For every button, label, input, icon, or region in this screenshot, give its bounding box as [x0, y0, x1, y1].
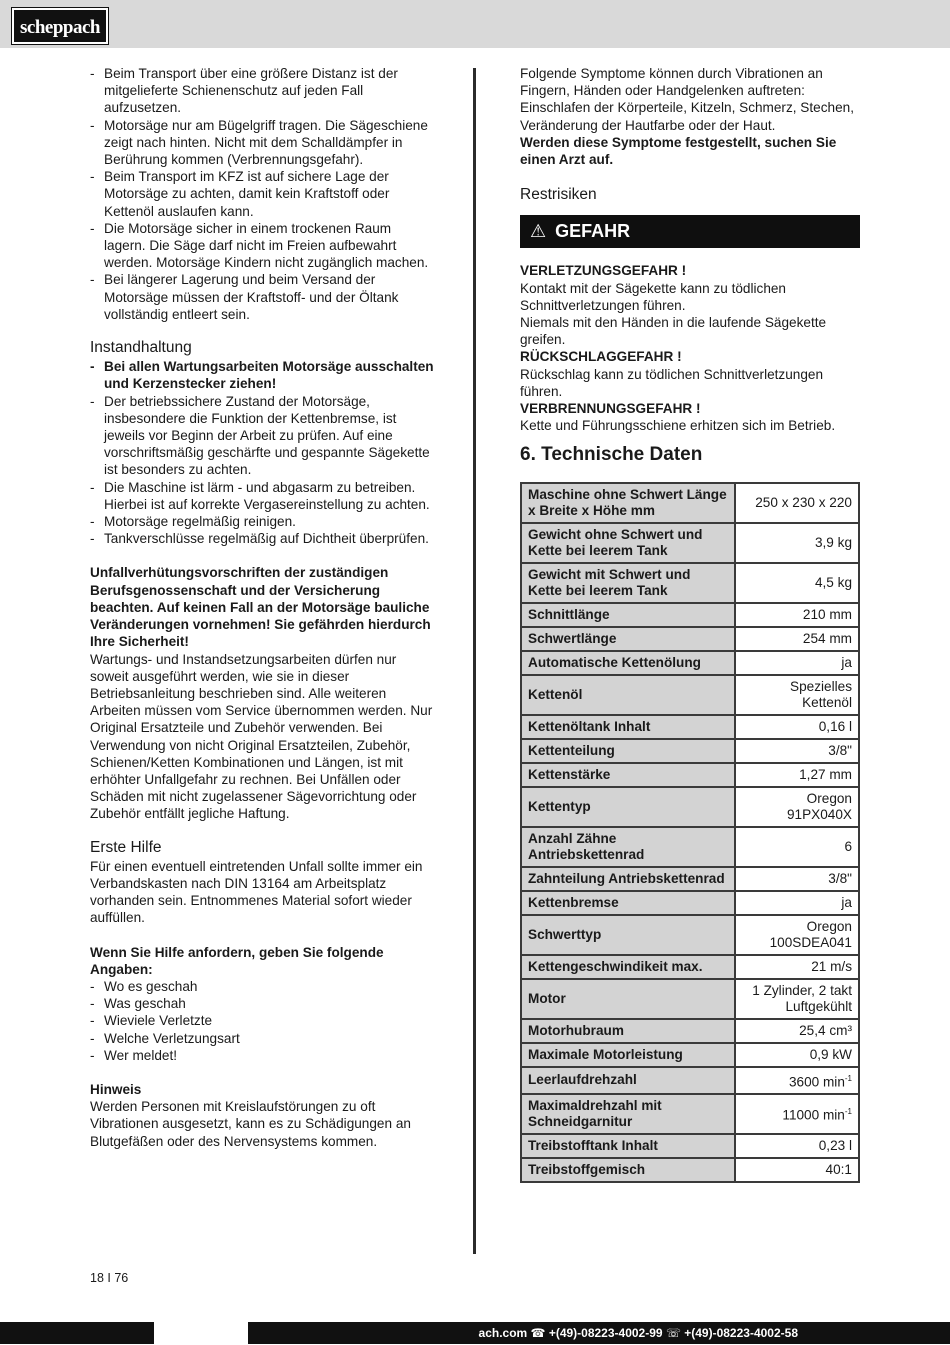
page-header: [0, 0, 950, 48]
table-row: [521, 787, 859, 827]
table-row: [521, 627, 859, 651]
spec-label: Maximale Motorleistung: [521, 1043, 735, 1067]
table-row: [521, 675, 859, 715]
spec-label: Motorhubraum: [521, 1019, 735, 1043]
spec-value: 6: [735, 827, 859, 867]
help-list: [90, 978, 435, 1064]
table-row: [521, 1134, 859, 1158]
page-number: 18 I 76: [90, 1271, 129, 1285]
spec-value: 0,9 kW: [735, 1043, 859, 1067]
first-aid-text: Für einen eventuell eintretenden Unfall sollte immer ein Verbandskasten nach DIN 13164 am Arbeitsplatz vorhanden sein. Entnommenes Material sofort wieder auffüllen.: [90, 858, 423, 926]
risk-title: VERLETZUNGSGEFAHR !: [520, 263, 687, 279]
table-row: [521, 915, 859, 955]
table-row: [521, 603, 859, 627]
list-item: - Was geschah: [90, 995, 435, 1012]
spec-value: 250 x 230 x 220: [735, 483, 859, 523]
transport-list: [90, 65, 435, 323]
risk-text: Niemals mit den Händen in die laufende Sägekette greifen.: [520, 315, 827, 348]
list-item: - Wo es geschah: [90, 978, 435, 995]
spec-label: Kettengeschwindikeit max.: [521, 955, 735, 979]
spec-label: Kettentyp: [521, 787, 735, 827]
symptoms-text: Folgende Symptome können durch Vibrationen an Fingern, Händen oder Handgelenken auftreten: Einschlafen der Körperteile, Kitzeln, Schmerz, Stechen, Veränderung der Hautfarbe oder der Haut.: [520, 66, 854, 133]
list-item: - Wieviele Verletzte: [90, 1012, 435, 1029]
spec-label: Kettenteilung: [521, 739, 735, 763]
table-row: [521, 827, 859, 867]
spec-label: Schwerttyp: [521, 915, 735, 955]
spec-label: Motor: [521, 979, 735, 1019]
list-item: - Tankverschlüsse regelmäßig auf Dichtheit überprüfen.: [90, 530, 435, 547]
spec-label: Zahnteilung Antriebskettenrad: [521, 867, 735, 891]
spec-label: Maschine ohne Schwert Länge x Breite x Höhe mm: [521, 483, 735, 523]
risk-text: Rückschlag kann zu tödlichen Schnittverletzungen führen.: [520, 366, 824, 399]
table-row: [521, 1094, 859, 1134]
spec-label: Automatische Kettenölung: [521, 651, 735, 675]
list-item: - Wer meldet!: [90, 1047, 435, 1064]
spec-label: Schwertlänge: [521, 627, 735, 651]
spec-label: Kettenbremse: [521, 891, 735, 915]
list-item: - Die Maschine ist lärm - und abgasarm zu betreiben. Hierbei ist auf korrekte Vergasereinstellung zu achten.: [90, 479, 435, 513]
spec-value: 25,4 cm³: [735, 1019, 859, 1043]
risk-title: RÜCKSCHLAGGEFAHR !: [520, 349, 682, 365]
tech-data-heading: 6. Technische Daten: [520, 444, 703, 466]
spec-value: 21 m/s: [735, 955, 859, 979]
table-row: [521, 1043, 859, 1067]
spec-label: Gewicht mit Schwert und Kette bei leerem Tank: [521, 563, 735, 603]
danger-label: GEFAHR: [555, 221, 631, 242]
table-row: [521, 867, 859, 891]
footer-contact: ach.com ☎ +(49)-08223-4002-99 ☏ +(49)-08223-4002-58: [478, 1326, 798, 1340]
note-heading: Hinweis: [90, 1081, 142, 1097]
risk-title: VERBRENNUNGSGEFAHR !: [520, 401, 701, 417]
spec-value: 1,27 mm: [735, 763, 859, 787]
table-row: [521, 1067, 859, 1095]
spec-label: Anzahl Zähne Antriebskettenrad: [521, 827, 735, 867]
table-row: [521, 955, 859, 979]
accident-warning: Unfallverhütungsvorschriften der zuständigen Berufsgenossenschaft und der Versicherung beachten. Auf keinen Fall an der Motorsäge bauliche Veränderungen vornehmen! Sie gefährden hierdurch Ihre Sicherheit!: [90, 565, 431, 650]
accident-text: Wartungs- und Instandsetzungsarbeiten dürfen nur soweit ausgeführt werden, wie sie in dieser Betriebsanleitung beschrieben sind. Alle weiteren Arbeiten müssen vom Service übernommen werden. Nur Original Ersatzteile und Zubehör verwenden. Bei Verwendung von nicht Original Ersatzteilen, Zubehör, Schienen/Ketten Kombinationen und Längen, ist mit erhöhter Unfallgefahr zu rechnen. Bei Unfällen oder Schäden mit nicht zugelassener Sägevorrichtung oder Zubehör entfällt jegliche Haftung.: [90, 651, 433, 822]
table-row: [521, 1158, 859, 1182]
table-row: [521, 563, 859, 603]
spec-value: 0,16 l: [735, 715, 859, 739]
help-heading: Wenn Sie Hilfe anfordern, geben Sie folgende Angaben:: [90, 944, 384, 977]
warning-triangle-icon: ⚠: [530, 221, 547, 242]
danger-banner: [520, 215, 860, 248]
tech-data-table: [520, 482, 860, 1184]
spec-label: Kettenöltank Inhalt: [521, 715, 735, 739]
spec-value: 0,23 l: [735, 1134, 859, 1158]
list-item: - Die Motorsäge sicher in einem trockenen Raum lagern. Die Säge darf nicht im Freien aufbewahrt werden. Motorsäge Kindern nicht zugänglich machen.: [90, 220, 435, 272]
spec-value: Oregon 91PX040X: [735, 787, 859, 827]
table-row: [521, 523, 859, 563]
table-row: [521, 483, 859, 523]
table-row: [521, 891, 859, 915]
spec-value: 11000 $\min^{-1}$: [735, 1094, 859, 1134]
list-item: - Motorsäge nur am Bügelgriff tragen. Die Sägeschiene zeigt nach hinten. Nicht mit dem Schalldämpfer in Berührung kommen (Verbrennungsgefahr).: [90, 117, 435, 169]
spec-value: 3,9 kg: [735, 523, 859, 563]
column-divider: [473, 68, 476, 1254]
maintenance-heading: Instandhaltung: [90, 339, 192, 357]
table-row: [521, 739, 859, 763]
page-footer: [0, 1322, 950, 1344]
brand-logo: scheppach: [12, 8, 108, 44]
spec-label: Treibstofftank Inhalt: [521, 1134, 735, 1158]
spec-value: 40:1: [735, 1158, 859, 1182]
spec-label: Kettenstärke: [521, 763, 735, 787]
list-item: - Bei längerer Lagerung und beim Versand der Motorsäge müssen der Kraftstoff- und der Öltank vollständig entleert sein.: [90, 271, 435, 323]
list-item: - Motorsäge regelmäßig reinigen.: [90, 513, 435, 530]
spec-value: 3/8": [735, 867, 859, 891]
list-item: - Der betriebssichere Zustand der Motorsäge, insbesondere die Funktion der Kettenbremse, ist jeweils vor Beginn der Arbeit zu prüfen. Auf eine vorschriftsmäßig geschärfte und gespannte Sägekette ist besonders zu achten.: [90, 393, 435, 479]
spec-value: Spezielles Kettenöl: [735, 675, 859, 715]
risk-text: Kette und Führungsschiene erhitzen sich im Betrieb.: [520, 418, 836, 434]
spec-value: Oregon 100SDEA041: [735, 915, 859, 955]
maintenance-list: [90, 358, 435, 547]
spec-value: ja: [735, 651, 859, 675]
spec-label: Treibstoffgemisch: [521, 1158, 735, 1182]
spec-label: Maximaldrehzahl mit Schneidgarnitur: [521, 1094, 735, 1134]
spec-value: 4,5 kg: [735, 563, 859, 603]
list-item: - Welche Verletzungsart: [90, 1030, 435, 1047]
note-text: Werden Personen mit Kreislaufstörungen zu oft Vibrationen ausgesetzt, kann es zu Schädigungen an Blutgefäßen oder des Nervensystems kommen.: [90, 1099, 411, 1149]
spec-value: 3600 $\min^{-1}$: [735, 1067, 859, 1095]
list-item: - Beim Transport über eine größere Distanz ist der mitgelieferte Schienenschutz auf jeden Fall aufzusetzen.: [90, 65, 435, 117]
risk-text: Kontakt mit der Sägekette kann zu tödlichen Schnittverletzungen führen.: [520, 280, 786, 313]
symptoms-warning: Werden diese Symptome festgestellt, suchen Sie einen Arzt auf.: [520, 134, 837, 168]
spec-value: 254 mm: [735, 627, 859, 651]
spec-label: Schnittlänge: [521, 603, 735, 627]
list-item: - Bei allen Wartungsarbeiten Motorsäge ausschalten und Kerzenstecker ziehen!: [90, 358, 435, 392]
right-column: [520, 65, 860, 1183]
list-item: - Beim Transport im KFZ ist auf sichere Lage der Motorsäge zu achten, damit kein Kraftstoff oder Kettenöl auslaufen kann.: [90, 168, 435, 220]
table-row: [521, 1019, 859, 1043]
spec-label: Kettenöl: [521, 675, 735, 715]
residual-risks-heading: Restrisiken: [520, 186, 597, 204]
first-aid-heading: Erste Hilfe: [90, 838, 162, 856]
spec-value: 1 Zylinder, 2 takt Luftgekühlt: [735, 979, 859, 1019]
spec-value: 3/8": [735, 739, 859, 763]
spec-label: Leerlaufdrehzahl: [521, 1067, 735, 1095]
spec-label: Gewicht ohne Schwert und Kette bei leerem Tank: [521, 523, 735, 563]
table-row: [521, 763, 859, 787]
spec-value: 210 mm: [735, 603, 859, 627]
table-row: [521, 979, 859, 1019]
table-row: [521, 715, 859, 739]
left-column: [90, 65, 435, 1150]
table-row: [521, 651, 859, 675]
spec-value: ja: [735, 891, 859, 915]
